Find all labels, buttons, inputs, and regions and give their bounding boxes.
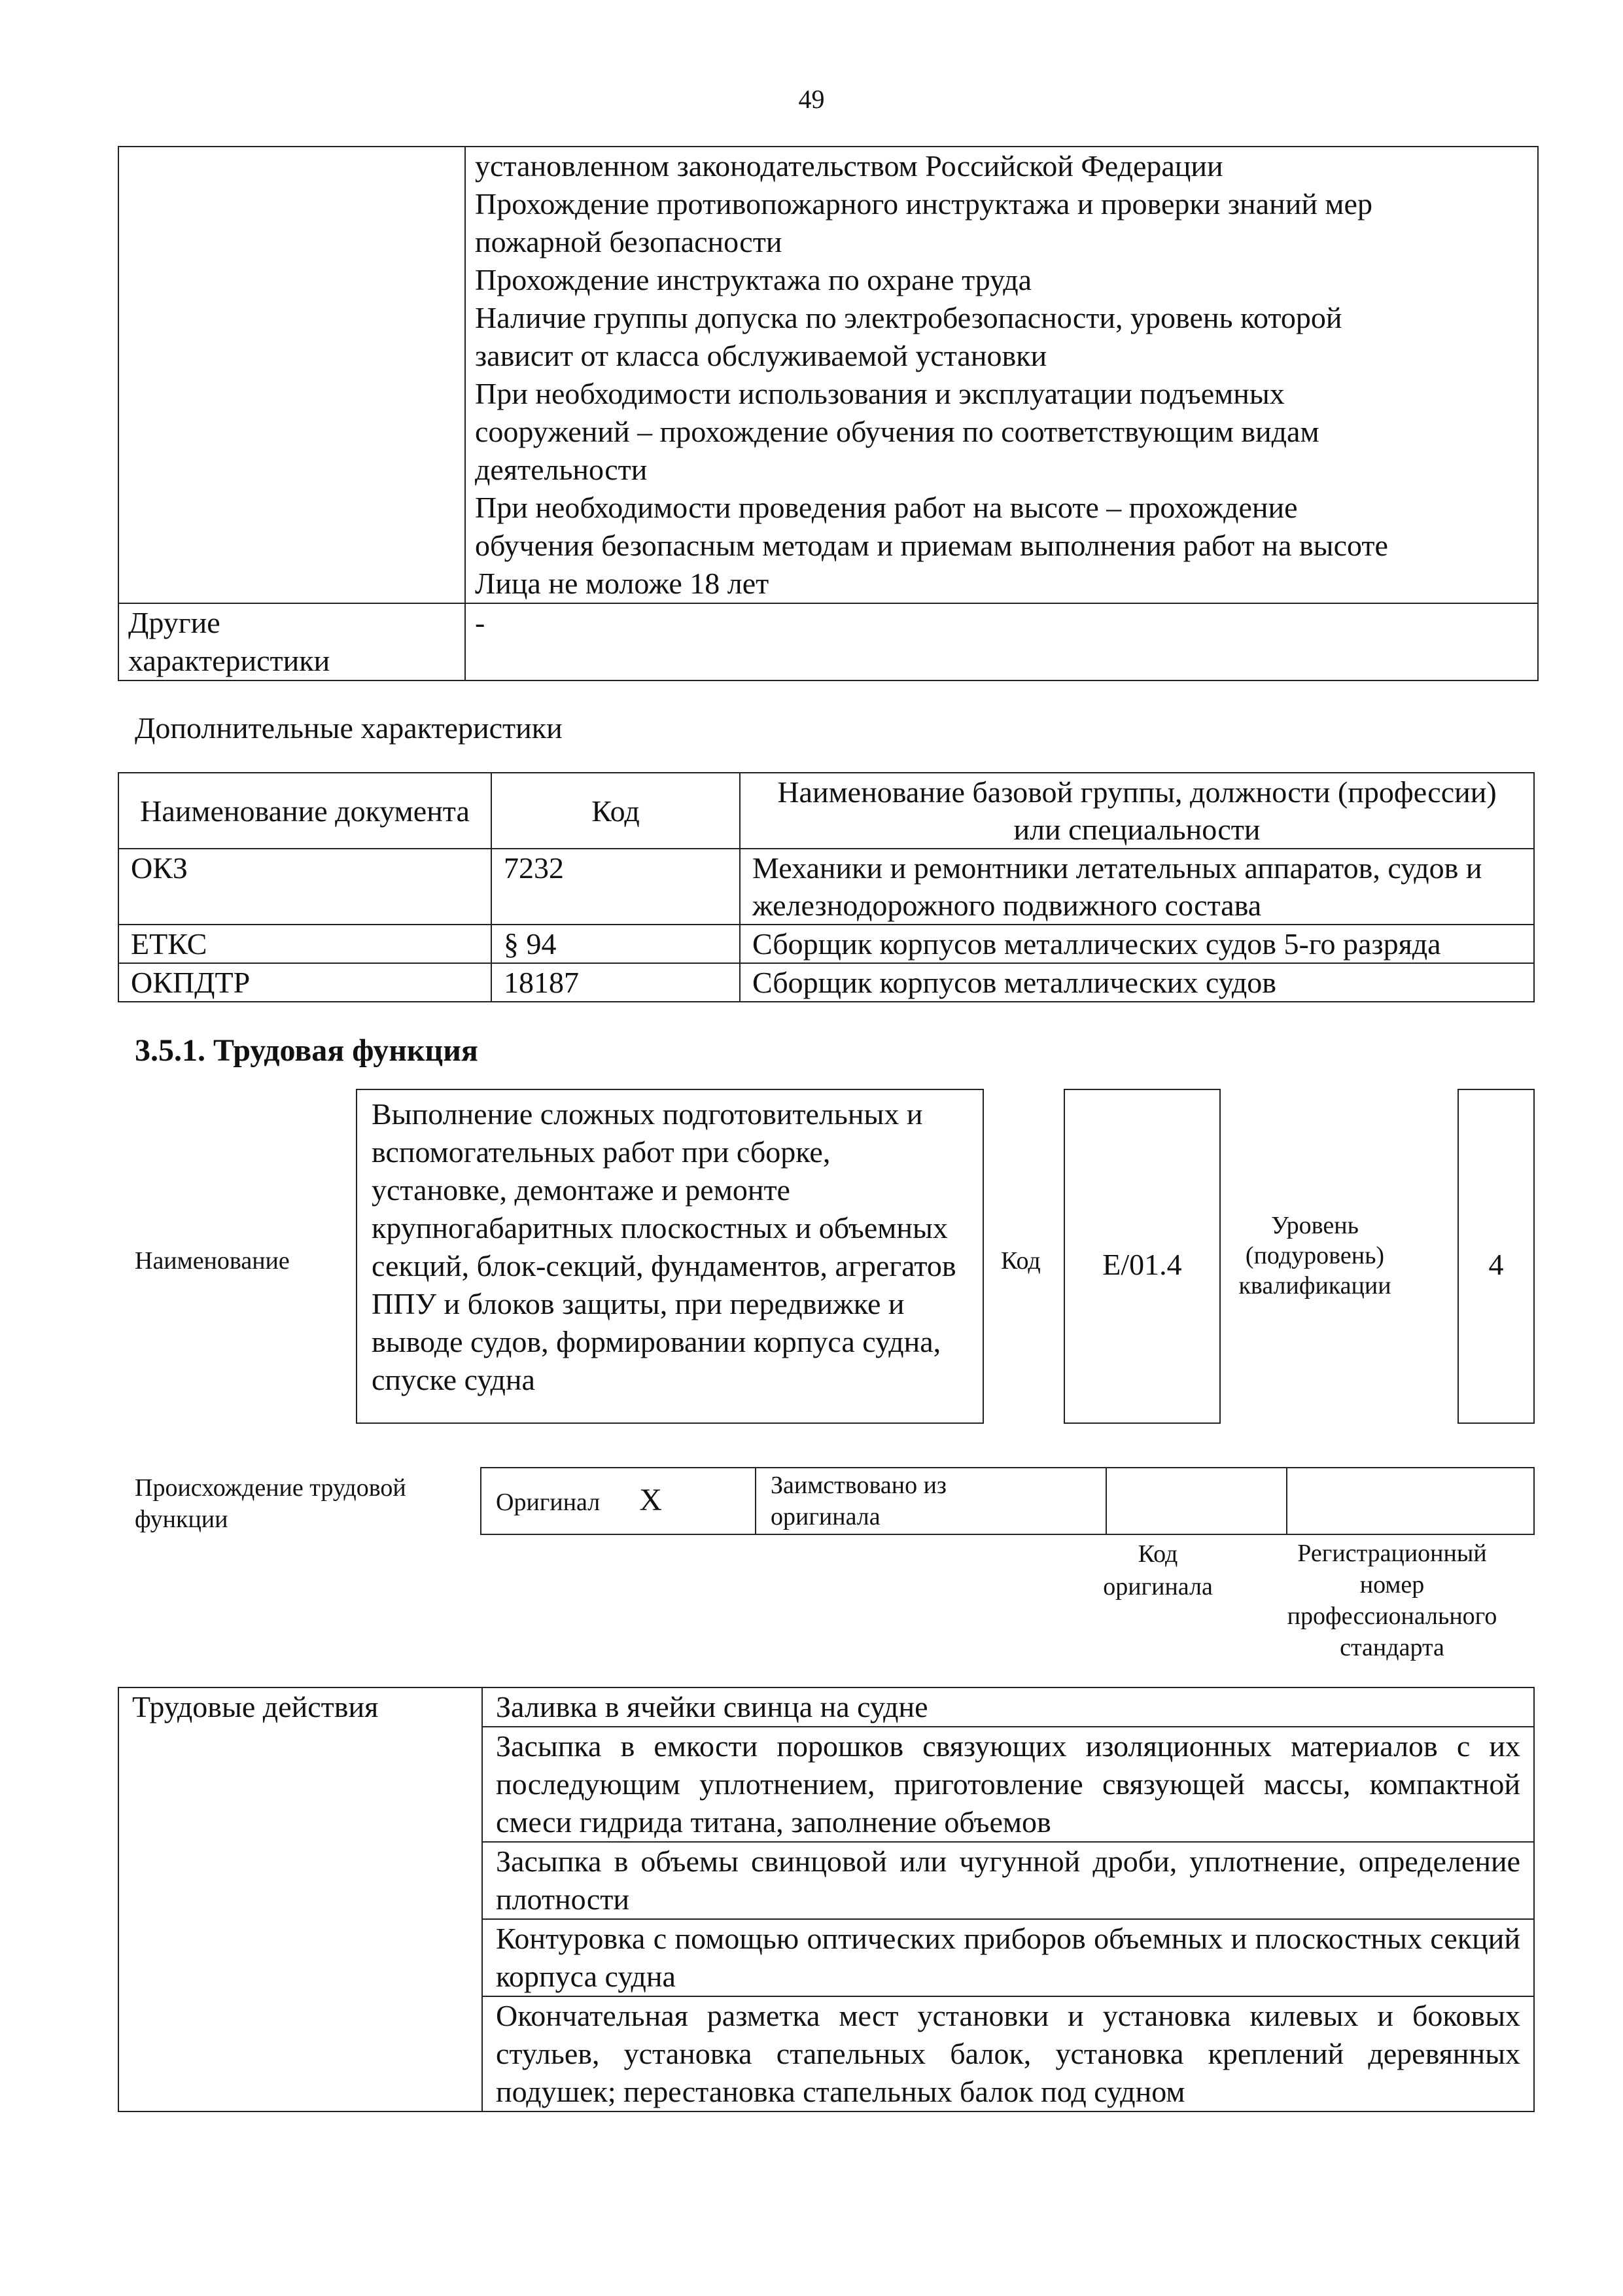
row-code: § 94: [491, 925, 740, 963]
other-label-line: Другие: [128, 606, 220, 639]
caption-line: стандарта: [1340, 1634, 1444, 1661]
original-code-cell: [1106, 1468, 1287, 1534]
table-row: [118, 925, 1534, 963]
name-label: Наименование: [135, 1247, 290, 1275]
labor-action-item: Окончательная разметка мест установки и установка килевых и боковых стульев, установка стапельных балок, установка креплений деревянных подушек; перестановка стапельных балок под судном: [482, 1996, 1534, 2111]
function-code-box: E/01.4: [1064, 1089, 1221, 1424]
requirement-line: деятельности: [475, 453, 648, 486]
row-document: ОКЗ: [118, 849, 491, 925]
level-label-line: (подуровень): [1245, 1242, 1385, 1269]
level-label-line: квалификации: [1238, 1272, 1391, 1299]
requirement-line: При необходимости использования и эксплуатации подъемных: [475, 377, 1285, 410]
table-row: [118, 963, 1534, 1002]
caption-line: Регистрационный: [1297, 1540, 1487, 1567]
row-name: Механики и ремонтники летательных аппаратов, судов и железнодорожного подвижного состава: [740, 849, 1534, 925]
requirement-line: установленном законодательством Российской Федерации: [475, 149, 1223, 183]
other-characteristics-value: -: [465, 603, 1538, 680]
origin-table: [480, 1467, 1535, 1535]
labor-action-item: Заливка в ячейки свинца на судне: [482, 1687, 1534, 1727]
row-name: Сборщик корпусов металлических судов 5-го разряда: [740, 925, 1534, 963]
row-document: ОКПДТР: [118, 963, 491, 1002]
requirements-empty-cell: [118, 147, 465, 603]
caption-line: номер: [1359, 1571, 1425, 1598]
requirement-line: При необходимости проведения работ на высоте – прохождение: [475, 491, 1298, 524]
qualification-level-box: 4: [1457, 1089, 1535, 1424]
labor-actions-table: [118, 1687, 1535, 2112]
requirements-cell: [465, 147, 1538, 603]
page-number: 49: [798, 84, 825, 114]
row-name: Сборщик корпусов металлических судов: [740, 963, 1534, 1002]
header-document: Наименование документа: [118, 773, 491, 849]
additional-characteristics-heading: Дополнительные характеристики: [135, 711, 563, 745]
table-row: [118, 1687, 1534, 1727]
table-row: [118, 147, 1538, 603]
row-document: ЕТКС: [118, 925, 491, 963]
table-row: [481, 1468, 1534, 1534]
original-cell: [481, 1468, 756, 1534]
labor-action-item: Засыпка в емкости порошков связующих изоляционных материалов с их последующим уплотнением, приготовление связующей массы, компактной смеси гидрида титана, заполнение объемов: [482, 1727, 1534, 1842]
origin-label: [135, 1472, 406, 1535]
additional-characteristics-table: [118, 772, 1535, 1002]
qualification-level-label: [1236, 1210, 1393, 1301]
requirement-line: сооружений – прохождение обучения по соответствующим видам: [475, 415, 1319, 448]
requirement-line: пожарной безопасности: [475, 225, 782, 258]
caption-line: оригинала: [1103, 1573, 1213, 1600]
borrowed-line: Заимствовано из: [771, 1472, 947, 1499]
caption-line: профессионального: [1287, 1602, 1497, 1630]
original-mark: X: [639, 1482, 662, 1517]
origin-label-line: функции: [135, 1506, 228, 1533]
header-name: Наименование базовой группы, должности (профессии) или специальности: [740, 773, 1534, 849]
code-label: Код: [1001, 1247, 1041, 1275]
table-row: [118, 849, 1534, 925]
labor-action-item: Контуровка с помощью оптических приборов объемных и плоскостных секций корпуса судна: [482, 1919, 1534, 1996]
table-header-row: [118, 773, 1534, 849]
other-label-line: характеристики: [128, 644, 330, 677]
requirement-line: Лица не моложе 18 лет: [475, 567, 769, 600]
row-code: 7232: [491, 849, 740, 925]
requirement-line: зависит от класса обслуживаемой установки: [475, 339, 1047, 372]
borrowed-line: оригинала: [771, 1503, 881, 1530]
labor-actions-label: Трудовые действия: [118, 1687, 482, 2111]
original-code-caption: [1066, 1538, 1249, 1603]
registration-number-cell: [1287, 1468, 1534, 1534]
requirement-line: Прохождение противопожарного инструктажа и проверки знаний мер: [475, 187, 1372, 221]
table-row: [118, 603, 1538, 680]
registration-number-caption: [1249, 1538, 1535, 1663]
original-label: Оригинал: [496, 1488, 601, 1516]
borrowed-cell: [756, 1468, 1106, 1534]
requirement-line: обучения безопасным методам и приемам выполнения работ на высоте: [475, 529, 1388, 562]
requirement-line: Прохождение инструктажа по охране труда: [475, 263, 1032, 296]
origin-label-line: Происхождение трудовой: [135, 1474, 406, 1502]
row-code: 18187: [491, 963, 740, 1002]
labor-action-item: Засыпка в объемы свинцовой или чугунной дроби, уплотнение, определение плотности: [482, 1842, 1534, 1919]
other-characteristics-label: [118, 603, 465, 680]
function-name-box: Выполнение сложных подготовительных и вспомогательных работ при сборке, установке, демонтаже и ремонте крупногабаритных плоскостных и объемных секций, блок-секций, фундаментов, агрегатов ППУ и блоков защиты, при передвижке и выводе судов, формировании корпуса судна, спуске судна: [356, 1089, 984, 1424]
requirements-table: [118, 146, 1539, 681]
caption-line: Код: [1138, 1540, 1178, 1568]
header-code: Код: [491, 773, 740, 849]
level-label-line: Уровень: [1271, 1212, 1359, 1239]
section-title: 3.5.1. Трудовая функция: [135, 1033, 478, 1068]
requirement-line: Наличие группы допуска по электробезопасности, уровень которой: [475, 301, 1342, 334]
